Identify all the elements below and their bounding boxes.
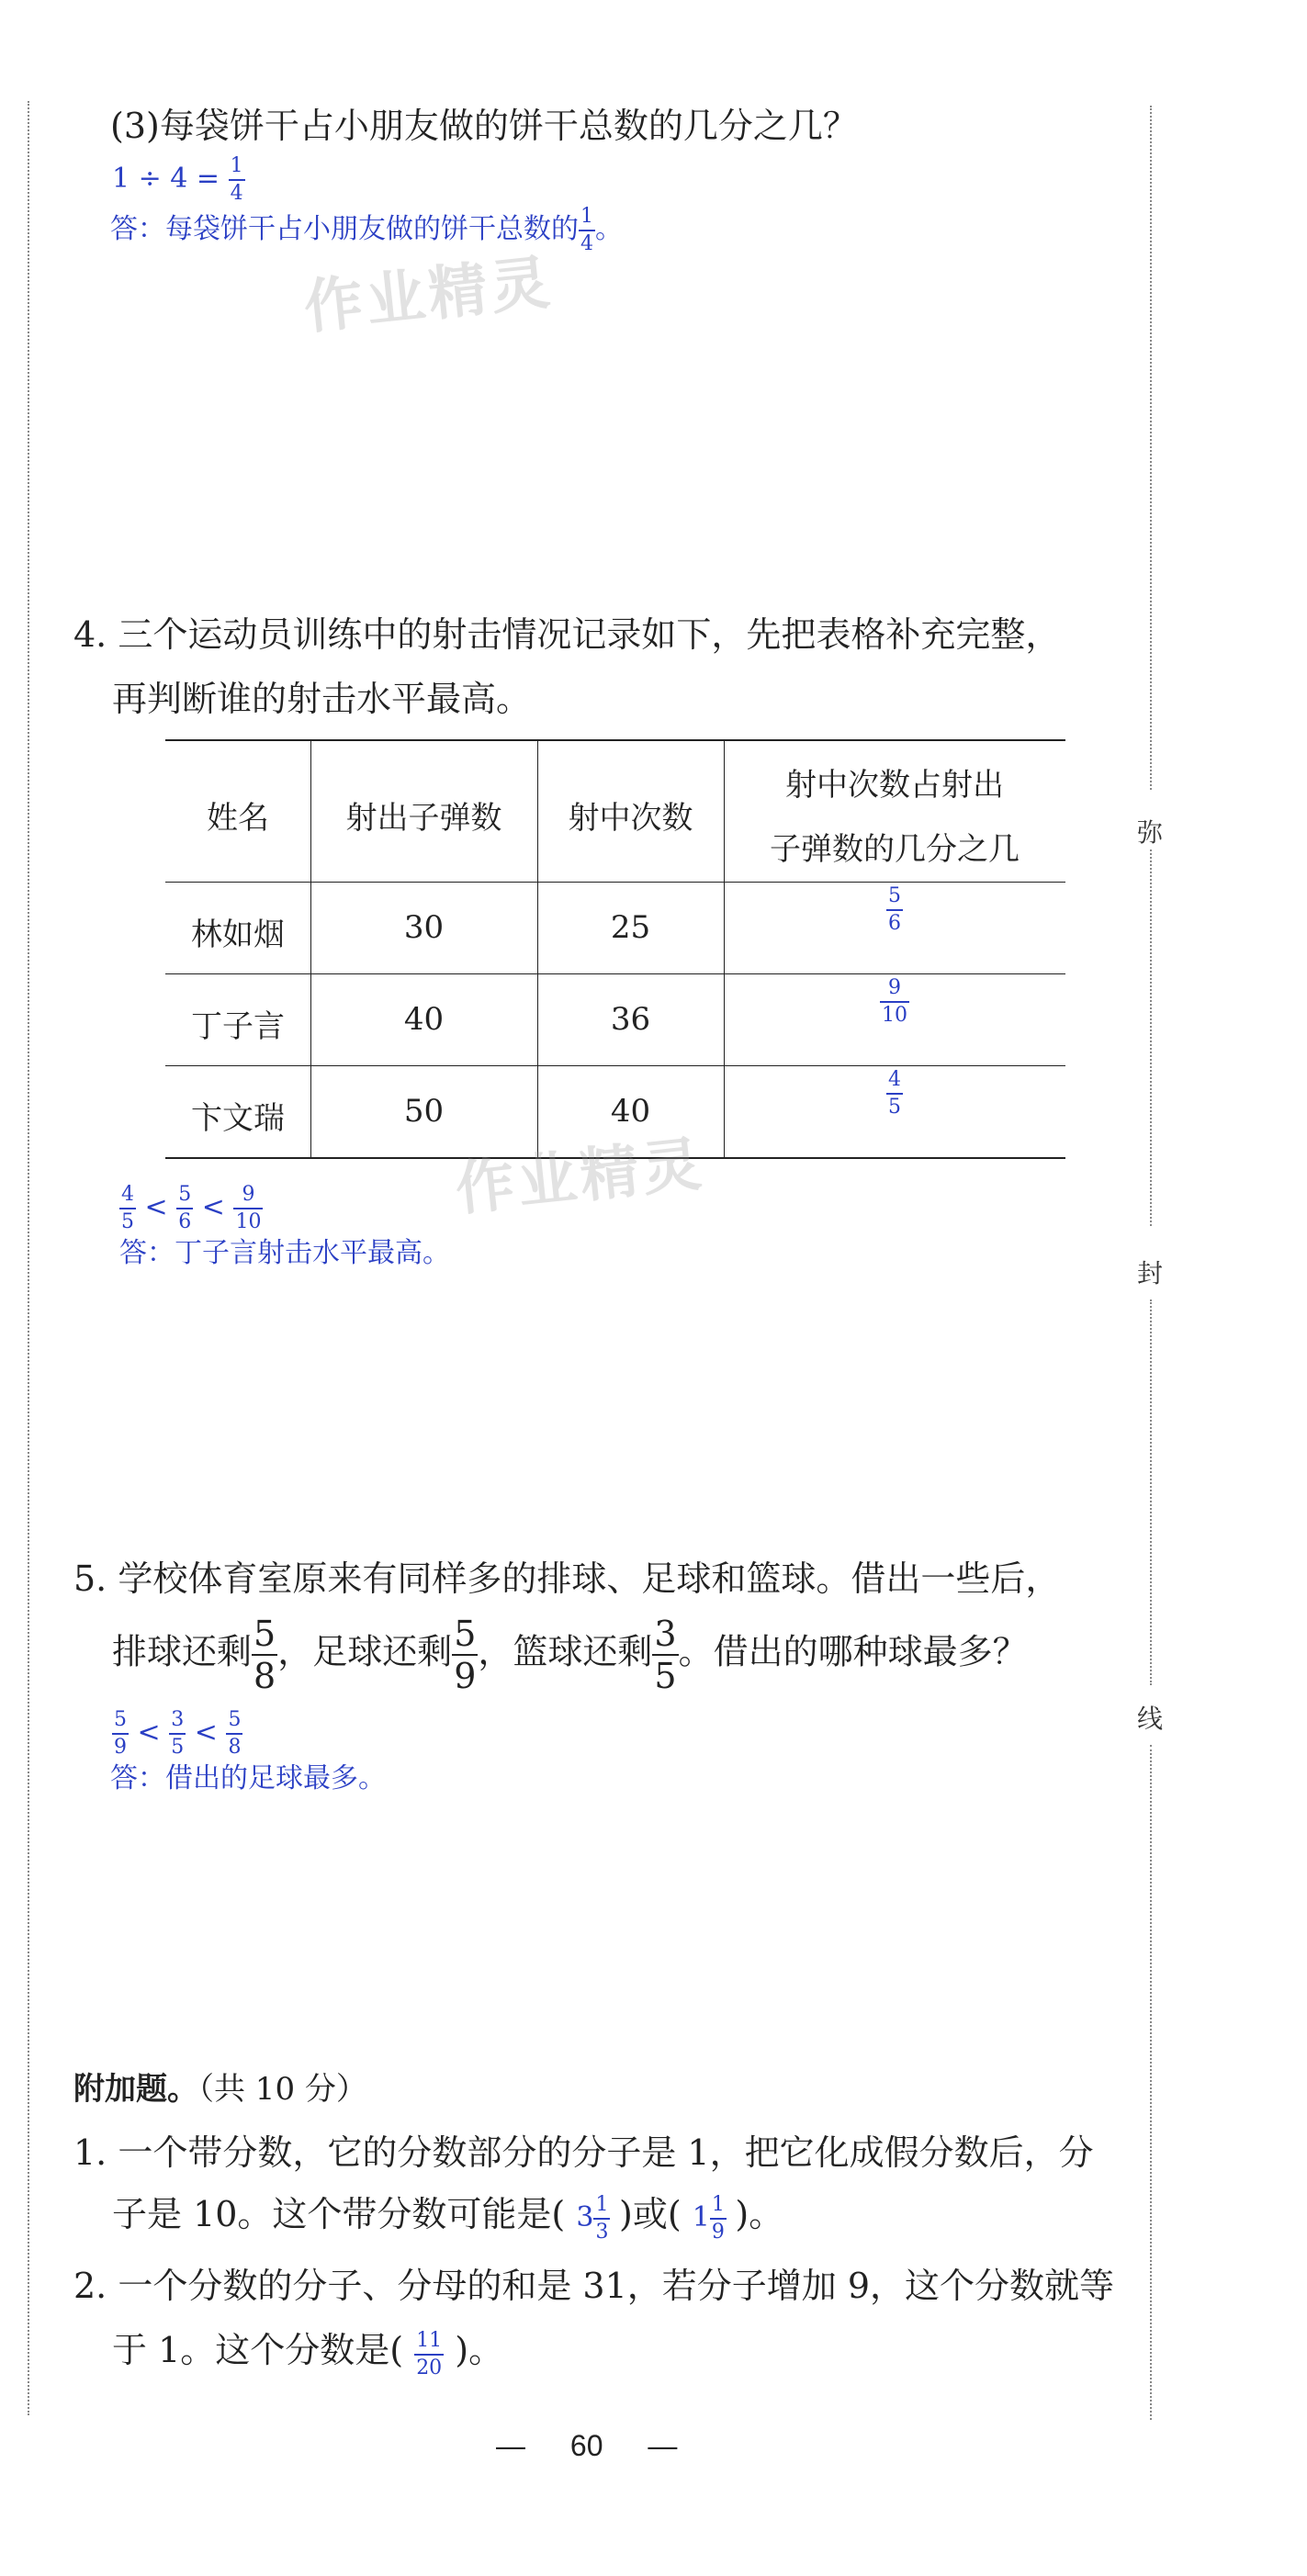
extra-p2-line1: 2. 一个分数的分子、分母的和是 31，若分子增加 9，这个分数就等: [73, 2266, 1115, 2306]
right-dotted-line-mid: [1150, 849, 1152, 1226]
q3-question: (3)每袋饼干占小朋友做的饼干总数的几分之几？: [110, 106, 858, 146]
row2-hits: 36: [610, 1001, 651, 1038]
row2-ratio: $\frac{9}{10}$: [882, 976, 907, 1027]
extra-p2-line2: 于 1。这个分数是( $\frac{11}{20}$ )。: [112, 2329, 504, 2379]
left-dotted-line: [28, 101, 29, 2415]
watermark-2: 作业精灵: [452, 1130, 708, 1224]
q4-comparison: $\frac{4}{5}$ < $\frac{5}{6}$ < $\frac{9}{10}$: [121, 1183, 262, 1233]
extra-title-line: [73, 2071, 367, 2108]
q5-line1: 5. 学校体育室原来有同样多的排球、足球和篮球。借出一些后，: [73, 1558, 1061, 1599]
side-label-mi: 弥: [1137, 817, 1164, 848]
q3-answer-suffix: 。: [595, 213, 623, 245]
extra-p1-line2: 子是 10。这个带分数可能是( 3 $\frac{1}{3}$ )或( 1 $\frac{1}{9}$ )。: [112, 2193, 784, 2244]
row3-shots: 50: [403, 1093, 445, 1130]
extra-p1-answer-1: 3 $\frac{1}{3}$: [576, 2193, 609, 2244]
q5-line2: 排球还剩 $\frac{5}{8}$ ，足球还剩 $\frac{5}{9}$ ，篮球还剩 $\frac{3}{5}$ 。借出的哪种球最多？: [112, 1614, 1028, 1696]
row2-shots: 40: [403, 1001, 445, 1038]
header-ratio-line1: 射中次数占射出: [785, 767, 1004, 804]
side-label-xian: 线: [1137, 1704, 1164, 1734]
right-dotted-line-mid2: [1150, 1299, 1152, 1685]
row1-ratio: $\frac{5}{6}$: [888, 884, 901, 935]
shooting-table: [165, 739, 1065, 1162]
row3-name: 卞文瑞: [191, 1100, 285, 1137]
row3-ratio: $\frac{4}{5}$: [888, 1068, 901, 1119]
right-dotted-line-top: [1150, 106, 1152, 790]
row3-hits: 40: [610, 1093, 651, 1130]
extra-p2-answer: $\frac{11}{20}$: [416, 2329, 443, 2379]
row2-name: 丁子言: [191, 1008, 285, 1045]
q3-calc-fraction: $\frac{1}{4}$: [230, 154, 243, 205]
q3-answer-prefix: 答：每袋饼干占小朋友做的饼干总数的: [110, 213, 579, 245]
row1-name: 林如烟: [191, 917, 285, 953]
header-hits: 射中次数: [568, 800, 693, 837]
side-label-feng: 封: [1137, 1258, 1164, 1288]
q3-calculation: [112, 156, 245, 204]
q5-answer: 答：借出的足球最多。: [110, 1762, 386, 1794]
row1-shots: 30: [403, 909, 445, 946]
header-shots: 射出子弹数: [345, 800, 502, 837]
q4-line1: 4. 三个运动员训练中的射击情况记录如下，先把表格补充完整，: [73, 614, 1061, 655]
watermark-1: 作业精灵: [300, 248, 557, 343]
header-name: 姓名: [207, 800, 269, 837]
extra-p1-line1: 1. 一个带分数，它的分数部分的分子是 1，把它化成假分数后，分: [73, 2132, 1094, 2173]
q4-line2: 再判断谁的射击水平最高。: [112, 679, 532, 719]
extra-title: 附加题。: [73, 2071, 198, 2108]
q3-answer-fraction: $\frac{1}{4}$: [580, 205, 593, 255]
page-number: 60: [569, 2429, 603, 2462]
footer-dash-right: —: [648, 2429, 678, 2462]
q3-calc-left: 1 ÷ 4 =: [112, 163, 220, 195]
row1-hits: 25: [610, 909, 651, 946]
footer-dash-left: —: [496, 2429, 525, 2462]
q4-answer: 答：丁子言射击水平最高。: [119, 1237, 450, 1269]
header-ratio-line2: 子弹数的几分之几: [770, 831, 1020, 868]
right-dotted-line-bottom: [1150, 1745, 1152, 2420]
page-footer: [496, 2429, 677, 2463]
extra-score: （共 10 分）: [198, 2071, 367, 2108]
extra-p1-answer-2: 1 $\frac{1}{9}$: [692, 2193, 725, 2244]
q5-comparison: $\frac{5}{9}$ < $\frac{3}{5}$ < $\frac{5}{8}$: [114, 1708, 242, 1759]
